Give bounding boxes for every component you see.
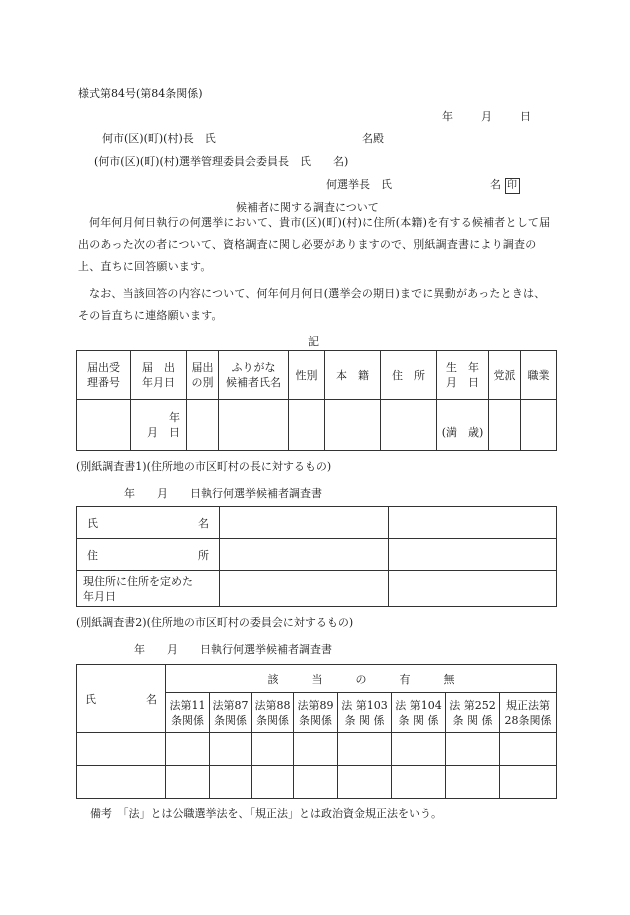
- sender-left: 何選挙長 氏: [326, 178, 392, 191]
- attachment1-table: [76, 506, 557, 607]
- addressee-alternate: (何市(区)(町)(村)選挙管理委員会委員長 氏 名): [94, 155, 349, 168]
- header-filing-date: 届 出 年月日: [131, 351, 187, 400]
- cell-name-value: [220, 507, 389, 539]
- attachment1-subtitle: 年 月 日執行何選挙候補者調査書: [124, 487, 322, 500]
- label-address: 住 所: [77, 539, 220, 571]
- attachment2-title: (別紙調査書2)(住所地の市区町村の委員会に対するもの): [76, 616, 354, 629]
- header-receipt-no: 届出受 理番号: [77, 351, 131, 400]
- attachment1-title: (別紙調査書1)(住所地の市区町村の長に対するもの): [76, 460, 332, 473]
- header-law-art252: 法 第252 条 関 係: [446, 693, 500, 733]
- footnote: 備考 「法」とは公職選挙法を、「規正法」とは政治資金規正法をいう。: [90, 807, 442, 820]
- header-law-art104: 法 第104 条 関 係: [392, 693, 446, 733]
- cell-address-value: [220, 539, 389, 571]
- cell-domicile: [325, 400, 381, 451]
- form-number: 様式第84号(第84条関係): [78, 87, 203, 100]
- attachment2-subtitle: 年 月 日執行何選挙候補者調査書: [134, 643, 332, 656]
- date-line: 年 月 日: [442, 110, 533, 123]
- header-law-art11: 法第11 条関係: [166, 693, 210, 733]
- table-header-row: [77, 351, 557, 400]
- table-row: [77, 571, 557, 607]
- cell-residence-date-extra: [389, 571, 557, 607]
- cell-candidate-name: [219, 400, 289, 451]
- header-sex: 性別: [289, 351, 325, 400]
- header-applicability: 該 当 の 有 無: [166, 665, 557, 693]
- cell-address-extra: [389, 539, 557, 571]
- table-row: [77, 539, 557, 571]
- table-row: [77, 733, 557, 766]
- cell-sex: [289, 400, 325, 451]
- table-row: [77, 766, 557, 799]
- cell-birth-date: (満 歳): [437, 400, 489, 451]
- cell-occupation: [521, 400, 557, 451]
- cell-residence-date-value: [220, 571, 389, 607]
- table-row: [77, 400, 557, 451]
- header-domicile: 本 籍: [325, 351, 381, 400]
- cell-filing-date: 年 月 日: [131, 400, 187, 451]
- seal-mark: 印: [505, 178, 520, 194]
- cell-party: [489, 400, 521, 451]
- header-occupation: 職業: [521, 351, 557, 400]
- label-name: 氏 名: [77, 507, 220, 539]
- label-residence-date: 現住所に住所を定めた 年月日: [77, 571, 220, 607]
- addressee-name-right: 名殿: [362, 132, 384, 145]
- header-candidate-name: ふりがな 候補者氏名: [219, 351, 289, 400]
- header-filing-type: 届出 の別: [187, 351, 219, 400]
- sender-name-suffix: 名: [490, 178, 501, 191]
- cell-name-extra: [389, 507, 557, 539]
- label-name: 氏 名: [77, 665, 166, 733]
- body-paragraph-1: 何年何月何日執行の何選挙において、貴市(区)(町)(村)に住所(本籍)を有する候補者として届出のあった次の者について、資格調査に関し必要がありますので、別紙調査書により調査の上、直ちに回答願います。: [78, 216, 551, 273]
- header-birth-date: 生 年 月 日: [437, 351, 489, 400]
- candidate-table: [76, 350, 557, 451]
- table-header-row: [77, 665, 557, 693]
- header-law-art87: 法第87 条関係: [210, 693, 252, 733]
- addressee-name-left: 何市(区)(町)(村)長 氏: [102, 132, 216, 145]
- header-law-art89: 法第89 条関係: [294, 693, 338, 733]
- header-party: 党派: [489, 351, 521, 400]
- cell-receipt-no: [77, 400, 131, 451]
- header-regulation-art28: 規正法第 28条関係: [500, 693, 557, 733]
- header-law-art88: 法第88 条関係: [252, 693, 294, 733]
- ki-heading: 記: [308, 335, 319, 348]
- subject: 候補者に関する調査について: [236, 201, 379, 214]
- attachment2-table: [76, 664, 557, 799]
- header-law-art103: 法 第103 条 関 係: [338, 693, 392, 733]
- body-paragraph-2: なお、当該回答の内容について、何年何月何日(選挙会の期日)までに異動があったときは、その旨直ちに連絡願います。: [78, 287, 546, 322]
- cell-filing-type: [187, 400, 219, 451]
- cell-address: [381, 400, 437, 451]
- table-row: [77, 507, 557, 539]
- sender-right: [490, 176, 520, 194]
- header-address: 住 所: [381, 351, 437, 400]
